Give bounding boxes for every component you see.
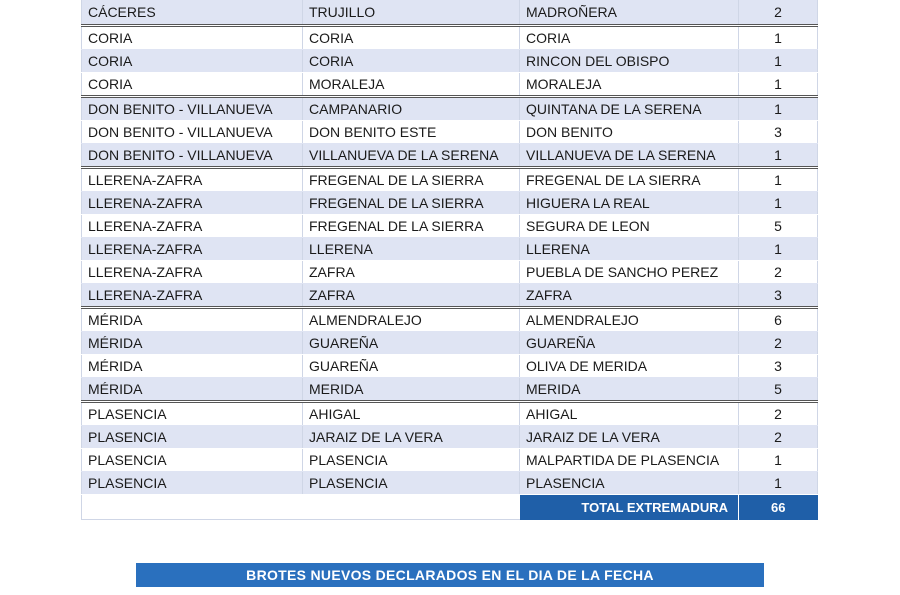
locality-cell: PUEBLA DE SANCHO PEREZ: [520, 261, 739, 284]
table-row: [82, 355, 818, 378]
outbreak-count-cell: 3: [739, 284, 818, 308]
outbreak-count-cell: 1: [739, 192, 818, 215]
health-zone-cell: PLASENCIA: [303, 449, 520, 472]
health-zone-cell: LLERENA: [303, 238, 520, 261]
table-row: [82, 26, 818, 50]
health-zone-cell: CAMPANARIO: [303, 97, 520, 121]
locality-cell: GUAREÑA: [520, 332, 739, 355]
locality-cell: MERIDA: [520, 378, 739, 402]
outbreak-count-cell: 1: [739, 50, 818, 73]
table-row: [82, 472, 818, 495]
outbreak-count-cell: 2: [739, 0, 818, 26]
outbreak-count-cell: 1: [739, 144, 818, 168]
locality-cell: DON BENITO: [520, 121, 739, 144]
locality-cell: MADROÑERA: [520, 0, 739, 26]
area-cell: LLERENA-ZAFRA: [82, 238, 303, 261]
locality-cell: FREGENAL DE LA SIERRA: [520, 168, 739, 192]
area-cell: LLERENA-ZAFRA: [82, 192, 303, 215]
health-zone-cell: DON BENITO ESTE: [303, 121, 520, 144]
outbreak-count-cell: 1: [739, 238, 818, 261]
locality-cell: ALMENDRALEJO: [520, 308, 739, 332]
table-row: [82, 284, 818, 308]
locality-cell: PLASENCIA: [520, 472, 739, 495]
health-zone-cell: VILLANUEVA DE LA SERENA: [303, 144, 520, 168]
outbreak-count-cell: 2: [739, 426, 818, 449]
table-row: [82, 144, 818, 168]
table-row: [82, 308, 818, 332]
total-blank-cell: [82, 495, 520, 520]
outbreaks-table: [81, 0, 818, 520]
locality-cell: LLERENA: [520, 238, 739, 261]
area-cell: DON BENITO - VILLANUEVA: [82, 121, 303, 144]
total-label: TOTAL EXTREMADURA: [520, 495, 739, 520]
locality-cell: OLIVA DE MERIDA: [520, 355, 739, 378]
table-row: [82, 50, 818, 73]
table-row: [82, 73, 818, 97]
area-cell: PLASENCIA: [82, 426, 303, 449]
health-zone-cell: TRUJILLO: [303, 0, 520, 26]
area-cell: MÉRIDA: [82, 308, 303, 332]
table-row: [82, 378, 818, 402]
health-zone-cell: GUAREÑA: [303, 355, 520, 378]
area-cell: MÉRIDA: [82, 355, 303, 378]
locality-cell: MORALEJA: [520, 73, 739, 97]
table-row: [82, 402, 818, 426]
outbreak-count-cell: 3: [739, 121, 818, 144]
area-cell: PLASENCIA: [82, 449, 303, 472]
table-row: [82, 192, 818, 215]
outbreak-count-cell: 1: [739, 472, 818, 495]
health-zone-cell: PLASENCIA: [303, 472, 520, 495]
table-row: [82, 121, 818, 144]
outbreaks-table-body: [82, 0, 818, 520]
outbreaks-table-container: [81, 0, 817, 520]
table-row: [82, 449, 818, 472]
area-cell: DON BENITO - VILLANUEVA: [82, 97, 303, 121]
area-cell: CORIA: [82, 73, 303, 97]
health-zone-cell: ALMENDRALEJO: [303, 308, 520, 332]
health-zone-cell: ZAFRA: [303, 284, 520, 308]
outbreak-count-cell: 1: [739, 26, 818, 50]
table-row: [82, 0, 818, 26]
locality-cell: QUINTANA DE LA SERENA: [520, 97, 739, 121]
table-row: [82, 215, 818, 238]
area-cell: PLASENCIA: [82, 472, 303, 495]
locality-cell: RINCON DEL OBISPO: [520, 50, 739, 73]
outbreak-count-cell: 1: [739, 168, 818, 192]
outbreak-count-cell: 2: [739, 261, 818, 284]
table-row: [82, 426, 818, 449]
table-row: [82, 261, 818, 284]
health-zone-cell: FREGENAL DE LA SIERRA: [303, 192, 520, 215]
locality-cell: AHIGAL: [520, 402, 739, 426]
area-cell: MÉRIDA: [82, 378, 303, 402]
health-zone-cell: AHIGAL: [303, 402, 520, 426]
outbreak-count-cell: 1: [739, 97, 818, 121]
area-cell: PLASENCIA: [82, 402, 303, 426]
area-cell: CÁCERES: [82, 0, 303, 26]
locality-cell: ZAFRA: [520, 284, 739, 308]
table-row: [82, 238, 818, 261]
area-cell: LLERENA-ZAFRA: [82, 168, 303, 192]
health-zone-cell: JARAIZ DE LA VERA: [303, 426, 520, 449]
health-zone-cell: GUAREÑA: [303, 332, 520, 355]
health-zone-cell: ZAFRA: [303, 261, 520, 284]
outbreak-count-cell: 3: [739, 355, 818, 378]
outbreak-count-cell: 6: [739, 308, 818, 332]
area-cell: CORIA: [82, 50, 303, 73]
health-zone-cell: MORALEJA: [303, 73, 520, 97]
total-value: 66: [739, 495, 818, 520]
locality-cell: VILLANUEVA DE LA SERENA: [520, 144, 739, 168]
health-zone-cell: CORIA: [303, 50, 520, 73]
new-outbreaks-banner: BROTES NUEVOS DECLARADOS EN EL DIA DE LA FECHA: [136, 563, 764, 587]
area-cell: LLERENA-ZAFRA: [82, 284, 303, 308]
area-cell: CORIA: [82, 26, 303, 50]
table-row: [82, 97, 818, 121]
outbreak-count-cell: 1: [739, 73, 818, 97]
locality-cell: SEGURA DE LEON: [520, 215, 739, 238]
table-row: [82, 168, 818, 192]
locality-cell: MALPARTIDA DE PLASENCIA: [520, 449, 739, 472]
health-zone-cell: FREGENAL DE LA SIERRA: [303, 168, 520, 192]
outbreak-count-cell: 1: [739, 449, 818, 472]
locality-cell: CORIA: [520, 26, 739, 50]
locality-cell: HIGUERA LA REAL: [520, 192, 739, 215]
total-row: [82, 495, 818, 520]
health-zone-cell: FREGENAL DE LA SIERRA: [303, 215, 520, 238]
outbreak-count-cell: 2: [739, 332, 818, 355]
area-cell: MÉRIDA: [82, 332, 303, 355]
health-zone-cell: CORIA: [303, 26, 520, 50]
locality-cell: JARAIZ DE LA VERA: [520, 426, 739, 449]
outbreak-count-cell: 5: [739, 215, 818, 238]
outbreak-count-cell: 5: [739, 378, 818, 402]
outbreak-count-cell: 2: [739, 402, 818, 426]
health-zone-cell: MERIDA: [303, 378, 520, 402]
table-row: [82, 332, 818, 355]
area-cell: DON BENITO - VILLANUEVA: [82, 144, 303, 168]
area-cell: LLERENA-ZAFRA: [82, 215, 303, 238]
area-cell: LLERENA-ZAFRA: [82, 261, 303, 284]
